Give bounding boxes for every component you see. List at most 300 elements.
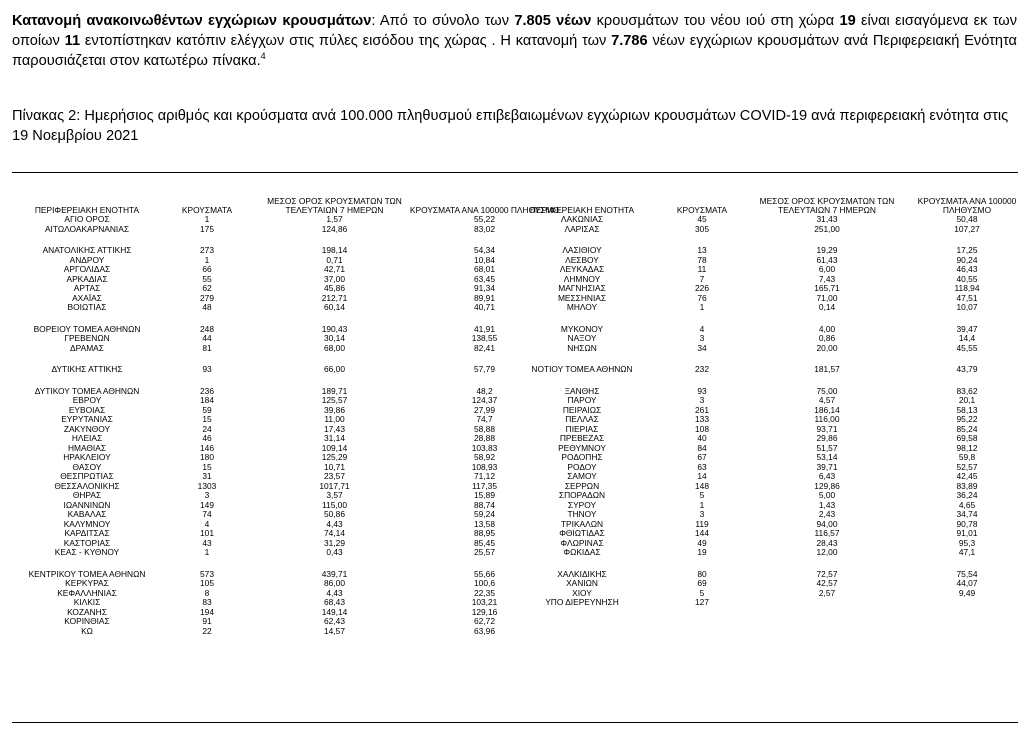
cell-per100k: 46,43	[956, 264, 978, 274]
cell-region: ΤΗΝΟΥ	[567, 509, 597, 519]
cell-avg7: 165,71	[814, 283, 840, 293]
intro-heading: Κατανομή ανακοινωθέντων εγχώριων κρουσμάτων	[12, 13, 372, 29]
cell-per100k: 22,35	[474, 587, 495, 598]
table-row	[512, 365, 1017, 375]
cell-region: ΚΙΛΚΙΣ	[73, 597, 101, 607]
cell-cases: 101	[200, 528, 214, 538]
cell-region: ΕΒΡΟΥ	[72, 395, 102, 405]
cell-cases: 1	[204, 254, 210, 265]
cell-cases: 76	[697, 292, 707, 303]
cell-region: ΔΡΑΜΑΣ	[70, 342, 104, 353]
cell-per100k: 39,47	[956, 323, 978, 334]
cell-per100k: 34,74	[956, 509, 978, 519]
cell-cases: 14	[697, 471, 707, 481]
cell-avg7: 42,57	[816, 578, 838, 588]
cell-region: ΗΜΑΘΙΑΣ	[67, 442, 107, 453]
cell-region: ΑΙΤΩΛΟΑΚΑΡΝΑΝΙΑΣ	[44, 223, 130, 234]
cell-per100k: 100,6	[474, 578, 495, 588]
cell-cases: 40	[697, 433, 707, 443]
cell-avg7: 116,57	[814, 528, 840, 538]
cell-avg7: 6,00	[818, 264, 836, 274]
table-row	[12, 344, 522, 354]
cell-per100k: 45,55	[956, 342, 978, 353]
cell-cases: 194	[200, 606, 214, 617]
cell-avg7: 31,14	[324, 433, 345, 443]
cell-cases: 1	[699, 499, 705, 510]
cell-avg7: 212,71	[321, 292, 348, 303]
cell-region: ΑΡΓΟΛΙΔΑΣ	[63, 264, 111, 274]
table-row	[12, 303, 522, 313]
cell-cases: 66	[202, 264, 212, 274]
cell-per100k: 124,37	[471, 395, 498, 405]
cell-cases: 84	[697, 442, 707, 453]
cell-cases: 133	[695, 414, 709, 424]
cell-cases: 149	[200, 499, 214, 510]
cell-cases: 232	[695, 364, 709, 374]
cell-cases: 19	[697, 547, 707, 557]
cell-region: ΧΑΛΚΙΔΙΚΗΣ	[557, 568, 607, 579]
cell-avg7: 439,71	[321, 568, 348, 579]
cell-region: ΛΑΚΩΝΙΑΣ	[560, 214, 604, 224]
cell-cases: 119	[695, 518, 709, 529]
row-spacer	[512, 375, 1017, 387]
cell-avg7: 4,43	[326, 587, 343, 598]
cell-cases: 3	[204, 490, 210, 500]
cell-per100k: 138,55	[471, 333, 498, 343]
cell-per100k: 129,16	[471, 606, 498, 617]
cell-per100k: 58,88	[474, 423, 495, 434]
cell-region: ΑΓΙΟ ΟΡΟΣ	[64, 214, 110, 224]
cell-avg7: 7,43	[818, 273, 836, 284]
cell-avg7: 125,29	[321, 452, 348, 462]
cell-avg7: 66,00	[324, 364, 345, 374]
cell-per100k: 40,71	[474, 302, 495, 312]
cell-avg7: 190,43	[321, 323, 348, 334]
intro-text: εντοπίστηκαν κατόπιν ελέγχων στις πύλες εισόδου της χώρας . Η κατανομή των	[80, 33, 612, 49]
cell-cases: 1	[699, 302, 705, 312]
column-header-region: ΠΕΡΙΦΕΡΕΙΑΚΗ ΕΝΟΤΗΤΑ	[529, 205, 635, 215]
cell-region: ΧΙΟΥ	[572, 587, 592, 598]
cell-per100k: 90,24	[956, 254, 978, 265]
table-row	[12, 548, 522, 558]
cell-avg7: 39,71	[816, 461, 838, 472]
cell-per100k: 20,1	[958, 395, 976, 405]
cell-region: ΡΟΔΟΥ	[567, 461, 597, 472]
table-bottom-rule	[12, 722, 1018, 723]
intro-text: νέων εγχώριων κρουσμάτων ανά Περιφερειακή Ενότητα παρουσιάζεται στον κατωτέρω πίνακα.	[12, 33, 1017, 69]
cell-region: ΤΡΙΚΑΛΩΝ	[560, 518, 604, 529]
cell-avg7: 149,14	[321, 606, 348, 617]
cell-per100k: 44,07	[956, 578, 978, 588]
column-header-cases: ΚΡΟΥΣΜΑΤΑ	[181, 205, 233, 215]
intro-text: είναι εισαγόμενα εκ των οποίων	[12, 13, 1017, 49]
cell-per100k: 40,55	[956, 273, 978, 284]
cell-avg7: 189,71	[321, 385, 348, 396]
cell-avg7: 0,14	[818, 302, 836, 312]
cell-per100k: 63,96	[474, 625, 495, 636]
cell-per100k: 58,13	[956, 404, 978, 415]
cell-region: ΧΑΝΙΩΝ	[566, 578, 598, 588]
cell-region: ΣΠΟΡΑΔΩΝ	[558, 490, 606, 500]
cell-per100k: 82,41	[474, 342, 495, 353]
cell-per100k: 74,7	[476, 414, 493, 424]
cell-avg7: 60,14	[324, 302, 345, 312]
cell-cases: 180	[200, 452, 214, 462]
cell-region: ΜΗΛΟΥ	[566, 302, 598, 312]
cell-avg7: 39,86	[324, 404, 345, 415]
cell-per100k: 42,45	[956, 471, 978, 481]
cell-avg7: 115,00	[322, 499, 347, 510]
cell-cases: 127	[695, 597, 709, 607]
cell-cases: 80	[697, 568, 707, 579]
cell-avg7: 30,14	[324, 333, 345, 343]
cell-region: ΘΕΣΠΡΩΤΙΑΣ	[60, 471, 114, 481]
cell-region: ΚΕΦΑΛΛΗΝΙΑΣ	[57, 587, 117, 598]
cell-region: ΠΡΕΒΕΖΑΣ	[559, 433, 605, 443]
cell-cases: 279	[200, 292, 214, 303]
cell-avg7: 0,71	[326, 254, 343, 265]
table-top-rule	[12, 172, 1018, 173]
cell-region: ΒΟΡΕΙΟΥ ΤΟΜΕΑ ΑΘΗΝΩΝ	[33, 323, 141, 334]
cell-per100k: 27,99	[474, 404, 495, 415]
cell-per100k: 107,27	[954, 223, 980, 234]
cell-region: ΥΠΟ ΔΙΕΡΕΥΝΗΣΗ	[545, 597, 619, 607]
cell-avg7: 14,57	[324, 625, 345, 636]
cell-region: ΠΕΙΡΑΙΩΣ	[562, 404, 602, 415]
cell-avg7: 28,43	[816, 537, 838, 548]
cell-avg7: 72,57	[816, 568, 838, 579]
column-header-per100k: ΚΡΟΥΣΜΑΤΑ ΑΝΑ 100000 ΠΛΗΘΥΣΜΟ	[409, 205, 560, 215]
table-row	[12, 627, 522, 637]
cell-per100k: 9,49	[958, 587, 976, 598]
cell-avg7: 4,43	[326, 518, 343, 529]
cell-avg7: 181,57	[814, 364, 840, 374]
cell-per100k: 47,1	[958, 547, 976, 557]
cell-region: ΣΥΡΟΥ	[567, 499, 597, 510]
cell-cases: 91	[202, 616, 212, 626]
intro-border-cases: 11	[64, 33, 81, 49]
cell-per100k: 58,92	[474, 452, 495, 462]
cell-region: ΘΗΡΑΣ	[72, 490, 102, 500]
intro-text: : Από το σύνολο των	[371, 13, 515, 29]
cell-cases: 148	[695, 480, 709, 491]
cell-region: ΗΡΑΚΛΕΙΟΥ	[63, 452, 111, 462]
cell-avg7: 74,14	[324, 528, 345, 538]
cell-cases: 74	[202, 509, 212, 519]
cell-per100k: 103,83	[471, 442, 498, 453]
table-row	[12, 225, 522, 235]
cell-per100k: 95,3	[958, 537, 976, 548]
cell-per100k: 15,89	[474, 490, 495, 500]
cell-region: ΓΡΕΒΕΝΩΝ	[64, 333, 110, 343]
cell-cases: 8	[204, 587, 210, 598]
cell-avg7: 3,57	[326, 490, 343, 500]
cell-per100k: 71,12	[474, 471, 495, 481]
cell-per100k: 62,72	[474, 616, 495, 626]
cell-per100k: 25,57	[474, 547, 495, 557]
cell-per100k: 85,24	[956, 423, 978, 434]
cell-cases: 78	[697, 254, 707, 265]
cell-cases: 248	[200, 323, 214, 334]
cell-avg7: 68,00	[324, 342, 345, 353]
cell-avg7: 124,86	[321, 223, 348, 234]
cell-per100k: 54,34	[474, 245, 495, 255]
cell-region: ΣΑΜΟΥ	[567, 471, 597, 481]
cell-per100k: 103,21	[471, 597, 498, 607]
cell-cases: 24	[202, 423, 212, 434]
cell-avg7: 116,00	[814, 414, 840, 424]
cell-region: ΘΑΣΟΥ	[72, 461, 102, 472]
column-header-avg7: ΜΕΣΟΣ ΟΡΟΣ ΚΡΟΥΣΜΑΤΩΝ ΤΩΝ ΤΕΛΕΥΤΑΙΩΝ 7 ΗΜΕΡΩΝ	[267, 196, 402, 215]
cell-cases: 55	[202, 273, 212, 284]
cell-per100k: 88,95	[474, 528, 495, 538]
cell-region: ΚΟΖΑΝΗΣ	[67, 606, 107, 617]
table-row	[512, 303, 1017, 313]
cell-per100k: 88,74	[474, 499, 495, 510]
cell-cases: 305	[695, 223, 709, 234]
cell-region: ΡΕΘΥΜΝΟΥ	[558, 442, 606, 453]
cell-avg7: 31,43	[816, 214, 838, 224]
cell-avg7: 1017,71	[319, 480, 350, 491]
cell-region: ΚΕΡΚΥΡΑΣ	[65, 578, 109, 588]
intro-domestic-cases: 7.786	[611, 33, 648, 49]
cell-per100k: 48,2	[476, 385, 493, 396]
cell-avg7: 1,57	[326, 214, 343, 224]
cell-per100k: 90,78	[956, 518, 978, 529]
cell-avg7: 68,43	[324, 597, 345, 607]
intro-imported-cases: 19	[839, 13, 856, 29]
cell-region: ΑΧΑΪΑΣ	[72, 292, 102, 303]
cell-per100k: 43,79	[956, 364, 978, 374]
cell-per100k: 63,45	[474, 273, 495, 284]
cell-cases: 15	[202, 414, 212, 424]
cell-cases: 175	[200, 223, 214, 234]
cell-per100k: 36,24	[956, 490, 978, 500]
cell-region: ΔΥΤΙΚΗΣ ΑΤΤΙΚΗΣ	[51, 364, 123, 374]
cell-cases: 11	[697, 264, 707, 274]
cell-cases: 44	[202, 333, 212, 343]
cell-region: ΘΕΣΣΑΛΟΝΙΚΗΣ	[54, 480, 120, 491]
cell-cases: 59	[202, 404, 212, 415]
row-spacer	[512, 558, 1017, 570]
cell-avg7: 75,00	[816, 385, 838, 396]
cell-per100k: 57,79	[474, 364, 495, 374]
cell-region: ΞΑΝΘΗΣ	[564, 385, 600, 396]
cell-avg7: 62,43	[324, 616, 345, 626]
cell-region: ΛΗΜΝΟΥ	[563, 273, 601, 284]
cell-region: ΚΑΡΔΙΤΣΑΣ	[64, 528, 110, 538]
intro-text: κρουσμάτων του νέου ιού στη χώρα	[591, 13, 840, 29]
cell-per100k: 17,25	[956, 245, 978, 255]
cell-per100k: 89,91	[474, 292, 495, 303]
cell-region: ΑΝΑΤΟΛΙΚΗΣ ΑΤΤΙΚΗΣ	[42, 245, 132, 255]
cell-avg7: 11,00	[324, 414, 345, 424]
cell-cases: 13	[697, 245, 707, 255]
cell-avg7: 20,00	[816, 342, 838, 353]
table-row	[512, 344, 1017, 354]
cell-cases: 108	[695, 423, 709, 434]
cell-cases: 184	[200, 395, 214, 405]
cell-per100k: 52,57	[956, 461, 978, 472]
cell-cases: 49	[697, 537, 707, 548]
cell-per100k: 108,93	[471, 461, 498, 472]
cell-per100k: 14,4	[958, 333, 976, 343]
table-row	[12, 365, 522, 375]
cell-region: ΦΛΩΡΙΝΑΣ	[560, 537, 604, 548]
cell-avg7: 125,57	[321, 395, 348, 405]
cell-region: ΕΥΡΥΤΑΝΙΑΣ	[61, 414, 113, 424]
cell-per100k: 85,45	[474, 537, 495, 548]
cell-cases: 105	[200, 578, 214, 588]
cell-region: ΒΟΙΩΤΙΑΣ	[67, 302, 107, 312]
cell-cases: 1	[204, 547, 210, 557]
cell-cases: 63	[697, 461, 707, 472]
cell-avg7: 45,86	[324, 283, 345, 293]
cell-avg7: 129,86	[814, 480, 840, 491]
intro-total-cases: 7.805 νέων	[514, 13, 592, 29]
cell-avg7: 4,00	[818, 323, 836, 334]
cell-avg7: 37,00	[324, 273, 345, 284]
cell-region: ΠΕΛΛΑΣ	[565, 414, 599, 424]
cell-per100k: 83,89	[956, 480, 978, 491]
cell-region: ΛΑΡΙΣΑΣ	[564, 223, 600, 234]
cell-region: ΚΕΝΤΡΙΚΟΥ ΤΟΜΕΑ ΑΘΗΝΩΝ	[28, 568, 146, 579]
cell-cases: 144	[695, 528, 709, 538]
cell-avg7: 2,57	[818, 587, 836, 598]
table-left-half	[12, 194, 560, 636]
cell-avg7: 53,14	[816, 452, 838, 462]
cell-avg7: 51,57	[816, 442, 838, 453]
cell-cases: 34	[697, 342, 707, 353]
cell-per100k: 28,88	[474, 433, 495, 443]
cell-avg7: 86,00	[324, 578, 345, 588]
cell-per100k: 10,07	[956, 302, 978, 312]
cell-avg7: 0,86	[818, 333, 836, 343]
cell-region: ΜΥΚΟΝΟΥ	[560, 323, 604, 334]
cell-region: ΚΑΒΑΛΑΣ	[67, 509, 107, 519]
column-header-region: ΠΕΡΙΦΕΡΕΙΑΚΗ ΕΝΟΤΗΤΑ	[34, 205, 140, 215]
cell-per100k: 69,58	[956, 433, 978, 443]
cell-cases: 573	[200, 568, 214, 579]
cell-avg7: 5,00	[818, 490, 836, 500]
cell-region: ΔΥΤΙΚΟΥ ΤΟΜΕΑ ΑΘΗΝΩΝ	[34, 385, 140, 396]
cell-region: ΠΑΡΟΥ	[567, 395, 597, 405]
row-spacer	[512, 313, 1017, 325]
cell-cases: 236	[200, 385, 214, 396]
cell-cases: 67	[697, 452, 707, 462]
cell-per100k: 75,54	[956, 568, 978, 579]
cell-avg7: 31,29	[324, 537, 345, 548]
cell-cases: 3	[699, 509, 705, 519]
cell-region: ΝΑΞΟΥ	[567, 333, 597, 343]
cell-avg7: 71,00	[816, 292, 838, 303]
cell-region: ΛΕΥΚΑΔΑΣ	[559, 264, 605, 274]
cell-cases: 45	[697, 214, 707, 224]
table-row	[512, 225, 1017, 235]
cell-region: ΦΩΚΙΔΑΣ	[563, 547, 601, 557]
table-row	[512, 548, 1017, 558]
row-spacer	[12, 558, 522, 570]
cell-per100k: 83,02	[474, 223, 495, 234]
cell-avg7: 94,00	[816, 518, 838, 529]
cell-cases: 4	[699, 323, 705, 334]
cell-region: ΠΙΕΡΙΑΣ	[565, 423, 599, 434]
cell-region: ΛΑΣΙΘΙΟΥ	[562, 245, 602, 255]
table-right-half	[512, 194, 1017, 608]
cell-cases: 69	[697, 578, 707, 588]
cell-avg7: 198,14	[321, 245, 348, 255]
cell-cases: 93	[202, 364, 212, 374]
cell-region: ΡΟΔΟΠΗΣ	[561, 452, 603, 462]
cell-avg7: 29,86	[816, 433, 838, 443]
cell-per100k: 98,12	[956, 442, 978, 453]
cell-avg7: 109,14	[321, 442, 348, 453]
cell-per100k: 118,94	[954, 283, 980, 293]
cell-cases: 43	[202, 537, 212, 548]
cell-cases: 273	[200, 245, 214, 255]
column-header-cases: ΚΡΟΥΣΜΑΤΑ	[676, 205, 728, 215]
cell-region: ΚΑΛΥΜΝΟΥ	[63, 518, 111, 529]
cell-avg7: 50,86	[324, 509, 345, 519]
cell-avg7: 251,00	[814, 223, 840, 234]
cell-cases: 48	[202, 302, 212, 312]
cell-cases: 81	[202, 342, 212, 353]
cell-region: ΚΩ	[81, 625, 93, 636]
cell-cases: 46	[202, 433, 212, 443]
cell-cases: 146	[200, 442, 214, 453]
cell-cases: 31	[202, 471, 212, 481]
cell-per100k: 47,51	[956, 292, 978, 303]
cell-cases: 5	[699, 490, 705, 500]
cell-avg7: 6,43	[818, 471, 836, 481]
cell-per100k: 95,22	[956, 414, 978, 424]
cell-cases: 15	[202, 461, 212, 472]
cell-region: ΚΕΑΣ - ΚΥΘΝΟΥ	[54, 547, 120, 557]
cell-cases: 22	[202, 625, 212, 636]
cell-cases: 3	[699, 395, 705, 405]
cell-per100k: 91,01	[956, 528, 978, 538]
cell-cases: 3	[699, 333, 705, 343]
cell-region: ΜΕΣΣΗΝΙΑΣ	[557, 292, 607, 303]
cell-avg7: 4,57	[818, 395, 836, 405]
cell-per100k: 50,48	[956, 214, 978, 224]
cell-per100k: 59,24	[474, 509, 495, 519]
table-header	[12, 194, 560, 215]
cell-avg7: 1,43	[818, 499, 836, 510]
cell-avg7: 42,71	[324, 264, 345, 274]
cell-region: ΑΡΚΑΔΙΑΣ	[66, 273, 108, 284]
cell-region: ΝΟΤΙΟΥ ΤΟΜΕΑ ΑΘΗΝΩΝ	[531, 364, 633, 374]
cell-avg7: 23,57	[324, 471, 345, 481]
cell-avg7: 10,71	[324, 461, 345, 472]
column-header-per100k: ΚΡΟΥΣΜΑΤΑ ΑΝΑ 100000 ΠΛΗΘΥΣΜΟ	[917, 196, 1017, 215]
cell-cases: 1	[204, 214, 210, 224]
cell-avg7: 61,43	[816, 254, 838, 265]
cell-region: ΛΕΣΒΟΥ	[565, 254, 599, 265]
cell-cases: 62	[202, 283, 212, 293]
table-caption: Πίνακας 2: Ημερήσιος αριθμός και κρούσματα ανά 100.000 πληθυσμού επιβεβαιωμένων εγχώριων κρουσμάτων COVID-19 ανά περιφερειακή ενότητα στις 19 Νοεμβρίου 2021	[12, 108, 1009, 144]
table-row	[512, 598, 1017, 608]
cell-cases: 93	[697, 385, 707, 396]
cell-region: ΗΛΕΙΑΣ	[71, 433, 103, 443]
cell-avg7: 0,43	[326, 547, 343, 557]
cell-per100k: 68,01	[474, 264, 495, 274]
cell-region: ΖΑΚΥΝΘΟΥ	[63, 423, 111, 434]
cell-per100k: 59,8	[958, 452, 976, 462]
cell-avg7: 17,43	[324, 423, 345, 434]
row-spacer	[12, 375, 522, 387]
row-spacer	[12, 313, 522, 325]
